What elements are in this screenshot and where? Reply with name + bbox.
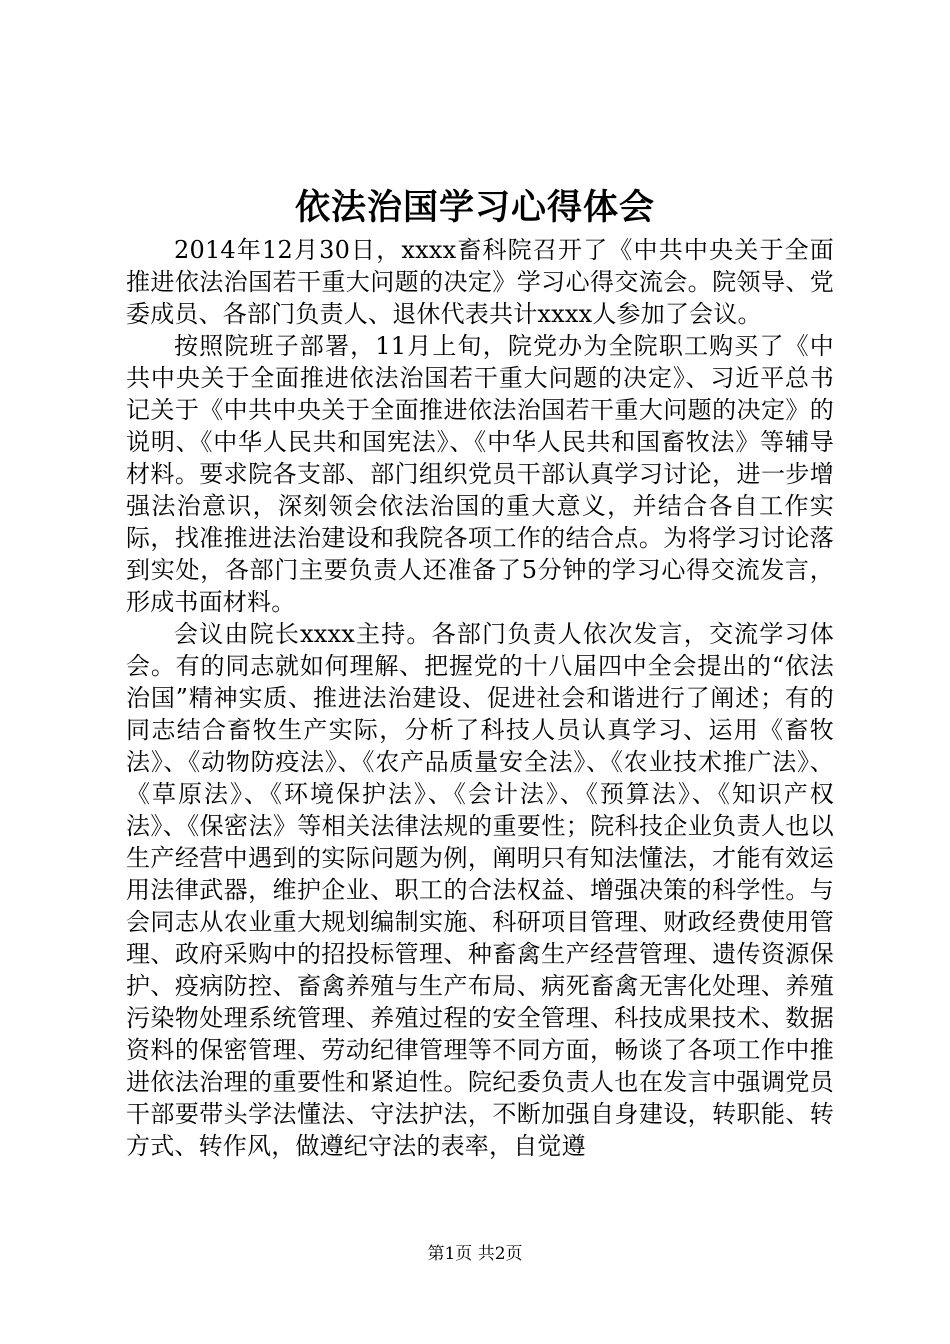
paragraph-3: 会议由院长xxxx主持。各部门负责人依次发言，交流学习体会。有的同志就如何理解、把握党的十八届四中全会提出的“依法治国”精神实质、推进法治建设、促进社会和谐进行了阐述；有的同志结合畜牧生产实际，分析了科技人员认真学习、运用《畜牧法》、《动物防疫法》、《农产品质量安全法》、《农业技术推广法》、《草原法》、《环境保护法》、《会计法》、《预算法》、《知识产权法》、《保密法》等相关法律法规的重要性；院科技企业负责人也以生产经营中遇到的实际问题为例，阐明只有知法懂法，才能有效运用法律武器，维护企业、职工的合法权益、增强决策的科学性。与会同志从农业重大规划编制实施、科研项目管理、财政经费使用管理、政府采购中的招投标管理、种畜禽生产经营管理、遗传资源保护、疫病防控、畜禽养殖与生产布局、病死畜禽无害化处理、养殖污染物处理系统管理、养殖过程的安全管理、科技成果技术、数据资料的保密管理、劳动纪律管理等不同方面，畅谈了各项工作中推进依法治理的重要性和紧迫性。院纪委负责人也在发言中强调党员干部要带头学法懂法、守法护法，不断加强自身建设，转职能、转方式、转作风，做遵纪守法的表率，自觉遵	[126, 620, 834, 1160]
page-number-footer: 第1页 共2页	[427, 1244, 523, 1264]
document-title: 依法治国学习心得体会	[294, 187, 655, 228]
paragraph-2: 按照院班子部署，11月上旬，院党办为全院职工购买了《中共中央关于全面推进依法治国若干重大问题的决定》、习近平总书记关于《中共中央关于全面推进依法治国若干重大问题的决定》的说明、《中华人民共和国宪法》、《中华人民共和国畜牧法》等辅导材料。要求院各支部、部门组织党员干部认真学习讨论，进一步增强法治意识，深刻领会依法治国的重大意义，并结合各自工作实际，找准推进法治建设和我院各项工作的结合点。为将学习讨论落到实处，各部门主要负责人还准备了5分钟的学习心得交流发言，形成书面材料。	[126, 332, 834, 616]
paragraph-1: 2014年12月30日，xxxx畜科院召开了《中共中央关于全面推进依法治国若干重大问题的决定》学习心得交流会。院领导、党委成员、各部门负责人、退休代表共计xxxx人参加了会议。	[126, 236, 834, 328]
document-body	[126, 234, 834, 1162]
